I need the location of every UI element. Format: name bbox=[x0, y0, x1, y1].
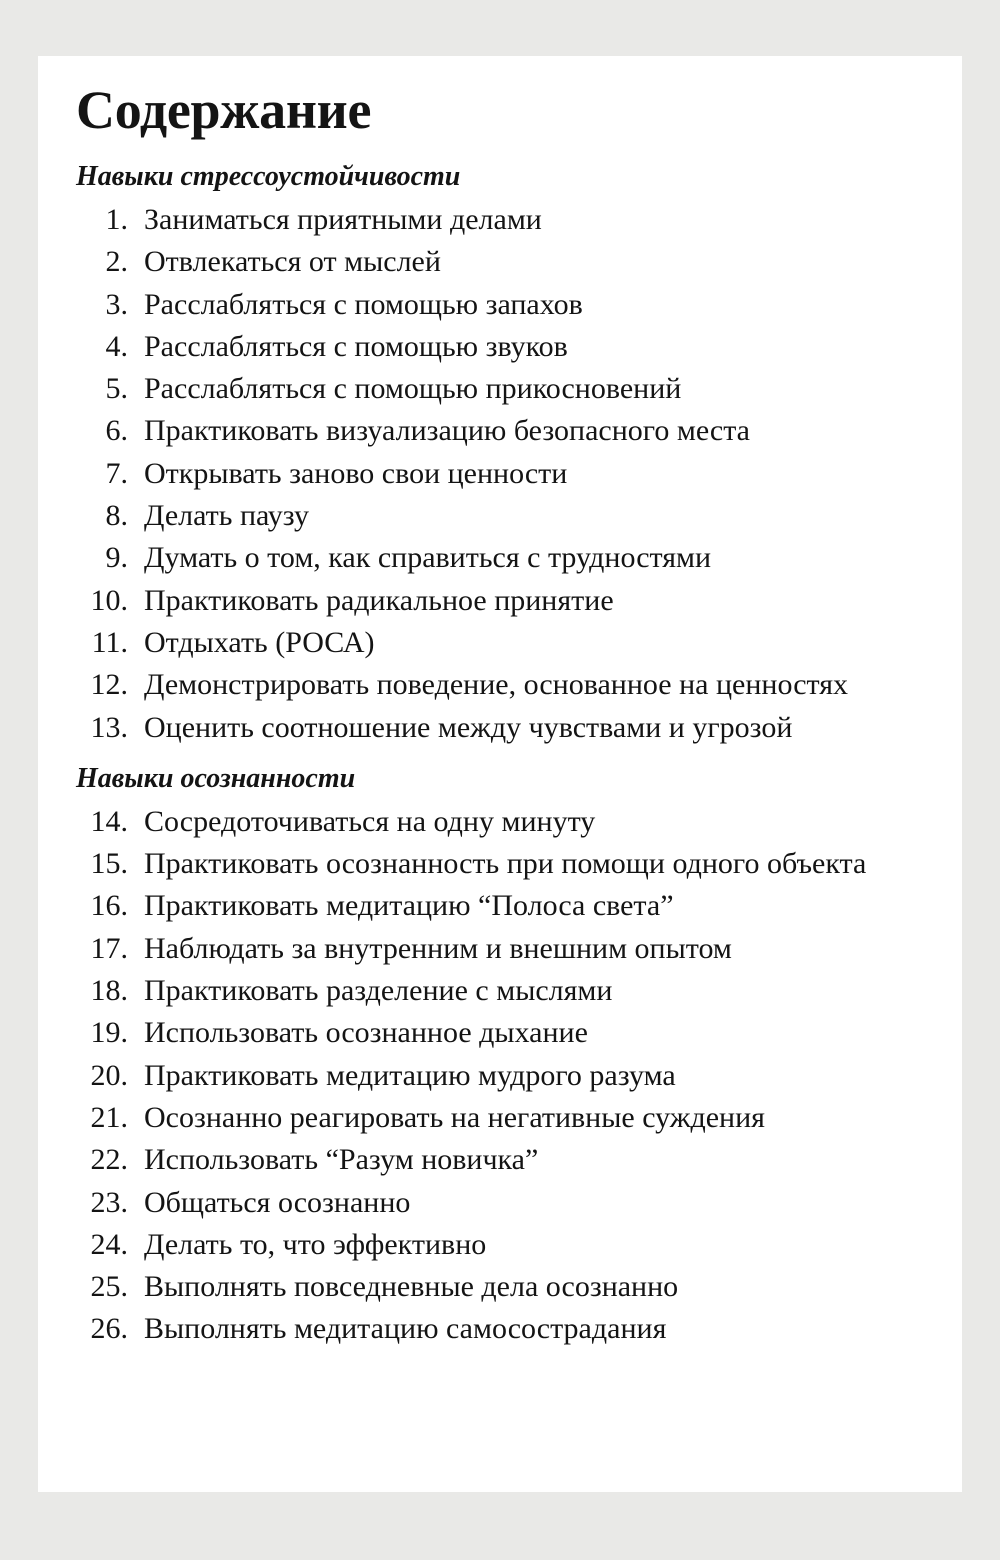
toc-item bbox=[76, 1012, 962, 1054]
book-page bbox=[38, 56, 962, 1492]
item-title: Практиковать разделение с мыслями bbox=[144, 974, 613, 1008]
toc-item bbox=[76, 1224, 962, 1266]
item-number: 5. bbox=[105, 372, 128, 406]
item-number: 26. bbox=[90, 1312, 128, 1346]
item-title: Практиковать визуализацию безопасного места bbox=[144, 414, 750, 448]
toc-item bbox=[76, 707, 962, 749]
item-title: Практиковать радикальное принятие bbox=[144, 583, 614, 617]
item-title: Использовать осознанное дыхание bbox=[144, 1016, 588, 1050]
item-title: Делать то, что эффективно bbox=[144, 1227, 487, 1261]
item-title: Думать о том, как справиться с трудностями bbox=[144, 541, 712, 575]
item-number: 8. bbox=[105, 499, 128, 533]
page-title: Содержание bbox=[76, 80, 372, 140]
item-title: Заниматься приятными делами bbox=[144, 203, 542, 236]
toc-item bbox=[76, 1182, 962, 1224]
item-number: 3. bbox=[105, 287, 128, 321]
toc-item bbox=[76, 326, 962, 368]
item-title: Расслабляться с помощью звуков bbox=[144, 329, 568, 363]
toc-item bbox=[76, 453, 962, 495]
item-title: Открывать заново свои ценности bbox=[144, 456, 568, 490]
toc-item bbox=[76, 368, 962, 410]
item-title: Отдыхать (РОСА) bbox=[144, 625, 375, 659]
item-title: Делать паузу bbox=[144, 499, 310, 533]
item-number: 11. bbox=[91, 625, 128, 659]
item-title: Оценить соотношение между чувствами и угрозой bbox=[144, 710, 793, 744]
toc-item bbox=[76, 284, 962, 326]
section-stress-tolerance bbox=[76, 159, 962, 749]
toc-list bbox=[76, 801, 962, 1351]
section-mindfulness bbox=[76, 761, 962, 1351]
item-title: Практиковать осознанность при помощи одного объекта bbox=[144, 847, 867, 881]
item-number: 20. bbox=[90, 1058, 128, 1092]
item-number: 22. bbox=[90, 1143, 128, 1177]
item-title: Наблюдать за внутренним и внешним опытом bbox=[144, 931, 732, 965]
item-number: 13. bbox=[90, 710, 128, 744]
toc-item bbox=[76, 1308, 962, 1350]
toc-item bbox=[76, 1266, 962, 1308]
item-number: 1. bbox=[105, 203, 128, 236]
item-number: 2. bbox=[105, 245, 128, 279]
item-title: Осознанно реагировать на негативные суждения bbox=[144, 1100, 765, 1134]
item-title: Сосредоточиваться на одну минуту bbox=[144, 804, 596, 838]
toc-item bbox=[76, 928, 962, 970]
toc-item bbox=[76, 1139, 962, 1181]
toc-item bbox=[76, 622, 962, 664]
toc-list bbox=[76, 199, 962, 749]
item-number: 17. bbox=[90, 931, 128, 965]
item-number: 25. bbox=[90, 1270, 128, 1304]
item-number: 6. bbox=[105, 414, 128, 448]
item-number: 18. bbox=[90, 974, 128, 1008]
item-title: Практиковать медитацию мудрого разума bbox=[144, 1058, 676, 1092]
section-heading: Навыки осознанности bbox=[76, 762, 356, 794]
toc-item bbox=[76, 1097, 962, 1139]
item-title: Отвлекаться от мыслей bbox=[144, 245, 441, 279]
item-number: 7. bbox=[105, 456, 128, 490]
item-title: Расслабляться с помощью запахов bbox=[144, 287, 583, 321]
toc-item bbox=[76, 843, 962, 885]
item-number: 21. bbox=[90, 1100, 128, 1134]
item-number: 14. bbox=[90, 804, 128, 838]
item-title: Расслабляться с помощью прикосновений bbox=[144, 372, 682, 406]
toc-item bbox=[76, 664, 962, 706]
item-number: 24. bbox=[90, 1227, 128, 1261]
item-number: 15. bbox=[90, 847, 128, 881]
item-number: 10. bbox=[90, 583, 128, 617]
toc-item bbox=[76, 580, 962, 622]
toc-item bbox=[76, 537, 962, 579]
toc-item bbox=[76, 885, 962, 927]
section-heading: Навыки стрессоустойчивости bbox=[76, 161, 461, 192]
item-title: Выполнять медитацию самосострадания bbox=[144, 1312, 667, 1346]
toc-item bbox=[76, 199, 962, 241]
item-title: Использовать “Разум новичка” bbox=[144, 1143, 539, 1177]
item-number: 4. bbox=[105, 329, 128, 363]
item-title: Практиковать медитацию “Полоса света” bbox=[144, 889, 674, 923]
item-number: 12. bbox=[90, 668, 128, 702]
item-title: Демонстрировать поведение, основанное на ценностях bbox=[144, 668, 849, 702]
item-number: 16. bbox=[90, 889, 128, 923]
item-title: Выполнять повседневные дела осознанно bbox=[144, 1270, 679, 1304]
toc-item bbox=[76, 970, 962, 1012]
item-number: 9. bbox=[105, 541, 128, 575]
toc-item bbox=[76, 410, 962, 452]
item-title: Общаться осознанно bbox=[144, 1185, 411, 1219]
toc-item bbox=[76, 1055, 962, 1097]
toc-item bbox=[76, 241, 962, 283]
item-number: 23. bbox=[90, 1185, 128, 1219]
toc-item bbox=[76, 495, 962, 537]
item-number: 19. bbox=[90, 1016, 128, 1050]
toc-item bbox=[76, 801, 962, 843]
